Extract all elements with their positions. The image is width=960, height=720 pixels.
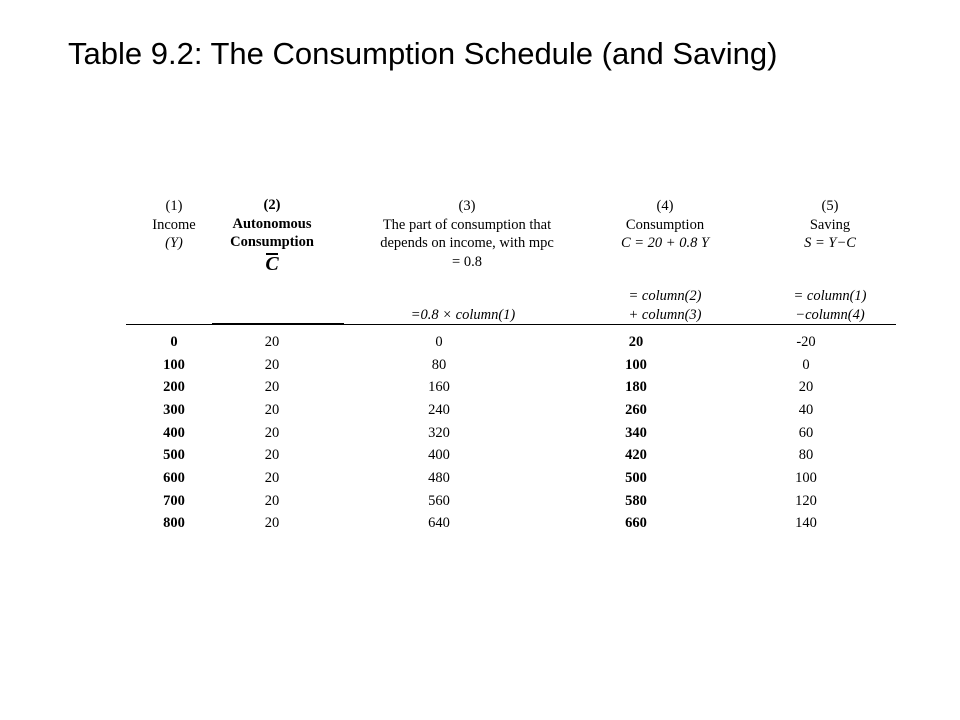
autonomous-consumption-symbol: C (265, 252, 279, 275)
col4-formula (580, 287, 750, 324)
col5-equation: S = Y−C (804, 235, 856, 251)
col5-formula-line1: = column(1) (793, 288, 867, 304)
col4-equation: C = 20 + 0.8 Y (620, 235, 710, 251)
consumption-cell: 20 (628, 333, 644, 350)
saving-cell: 0 (802, 356, 810, 373)
table-row (126, 399, 896, 422)
income-cell: 100 (163, 356, 185, 373)
induced-consumption-cell: 160 (428, 379, 450, 396)
autonomous-consumption-cell: 20 (264, 424, 280, 441)
autonomous-consumption-cell: 20 (264, 492, 280, 509)
col2-number: (2) (263, 197, 281, 213)
col5-header (740, 197, 920, 253)
table-row (126, 331, 896, 354)
table-row (126, 467, 896, 490)
col5-formula (740, 287, 920, 324)
consumption-cell: 100 (625, 356, 647, 373)
saving-cell: 100 (795, 469, 817, 486)
col4-formula-line1: = column(2) (628, 288, 702, 304)
col5-number: (5) (821, 198, 839, 214)
saving-cell: -20 (796, 333, 816, 350)
col1-label: Income (152, 216, 196, 233)
saving-cell: 120 (795, 492, 817, 509)
induced-consumption-cell: 400 (428, 447, 450, 464)
consumption-cell: 420 (625, 447, 647, 464)
income-cell: 700 (163, 492, 185, 509)
table-row (126, 513, 896, 536)
col3-line3: = 0.8 (452, 253, 482, 270)
autonomous-consumption-cell: 20 (264, 401, 280, 418)
table-row (126, 376, 896, 399)
saving-cell: 40 (798, 401, 814, 418)
table-row (126, 490, 896, 513)
induced-consumption-cell: 80 (431, 356, 447, 373)
autonomous-consumption-cell: 20 (264, 379, 280, 396)
saving-cell: 80 (798, 447, 814, 464)
col3-formula: =0.8 × column(1) (410, 307, 516, 323)
consumption-schedule-table (126, 331, 896, 535)
col4-number: (4) (656, 198, 674, 214)
col2-header (212, 196, 332, 276)
col3-number: (3) (458, 198, 476, 214)
col2-line2: Consumption (230, 234, 314, 250)
autonomous-consumption-cell: 20 (264, 333, 280, 350)
consumption-cell: 500 (625, 469, 647, 486)
col4-header (580, 197, 750, 253)
autonomous-consumption-cell: 20 (264, 515, 280, 532)
saving-cell: 20 (798, 379, 814, 396)
income-cell: 500 (163, 447, 185, 464)
header-divider (126, 324, 896, 325)
table-row (126, 422, 896, 445)
col3-header (322, 197, 612, 271)
induced-consumption-cell: 0 (435, 333, 443, 350)
col4-formula-line2: + column(3) (628, 306, 702, 323)
col5-label: Saving (809, 216, 851, 233)
saving-cell: 140 (795, 515, 817, 532)
col4-label: Consumption (625, 216, 705, 233)
consumption-cell: 580 (625, 492, 647, 509)
page-title: Table 9.2: The Consumption Schedule (and Saving) (68, 36, 778, 71)
consumption-cell: 260 (625, 401, 647, 418)
induced-consumption-cell: 480 (428, 469, 450, 486)
income-cell: 600 (163, 469, 185, 486)
income-cell: 300 (163, 401, 185, 418)
autonomous-consumption-cell: 20 (264, 469, 280, 486)
consumption-cell: 180 (625, 379, 647, 396)
induced-consumption-cell: 240 (428, 401, 450, 418)
income-cell: 800 (163, 515, 185, 532)
col2-line1: Autonomous (232, 215, 312, 232)
saving-cell: 60 (798, 424, 814, 441)
autonomous-consumption-cell: 20 (264, 356, 280, 373)
induced-consumption-cell: 320 (428, 424, 450, 441)
induced-consumption-cell: 640 (428, 515, 450, 532)
consumption-cell: 660 (625, 515, 647, 532)
table-row (126, 354, 896, 377)
income-cell: 200 (163, 379, 185, 396)
autonomous-consumption-cell: 20 (264, 447, 280, 464)
income-cell: 0 (170, 333, 178, 350)
col3-line2: depends on income, with mpc (380, 235, 554, 251)
col5-formula-line2: −column(4) (795, 306, 865, 323)
col3-line1: The part of consumption that (382, 216, 552, 233)
col1-header (126, 197, 222, 253)
col1-number: (1) (165, 198, 183, 214)
induced-consumption-cell: 560 (428, 492, 450, 509)
col1-symbol: (Y) (165, 235, 183, 251)
consumption-cell: 340 (625, 424, 647, 441)
table-row (126, 444, 896, 467)
income-cell: 400 (163, 424, 185, 441)
